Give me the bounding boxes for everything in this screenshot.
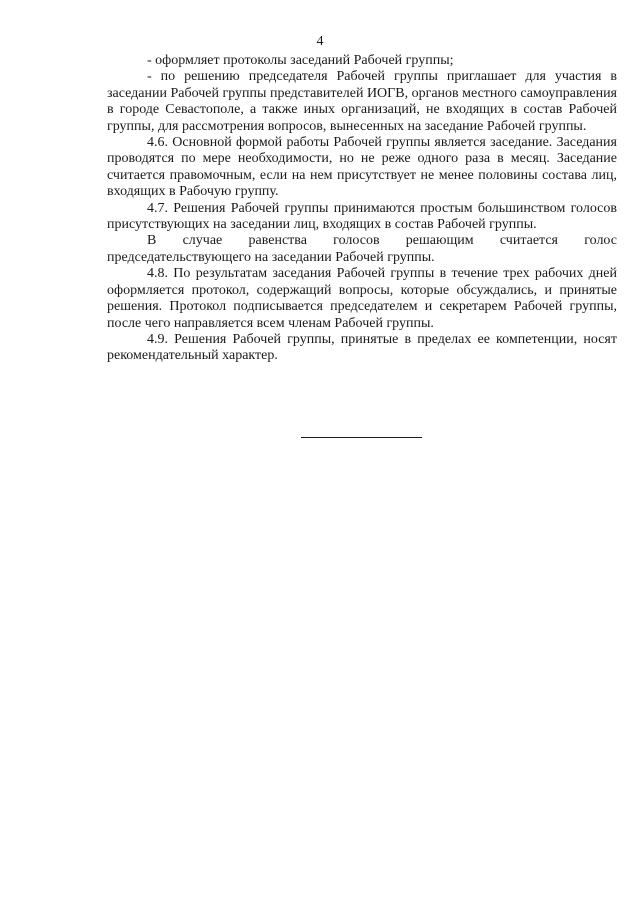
paragraph-protocols: - оформляет протоколы заседаний Рабочей группы; bbox=[147, 53, 454, 68]
end-divider-line bbox=[301, 437, 422, 438]
page-number: 4 bbox=[316, 34, 324, 49]
paragraph-4-8: 4.8. По результатам заседания Рабочей группы в течение трех рабочих дней оформляется протокол, содержащий вопросы, которые обсуждались, и принятые решения. Протокол подписывается председателем и секретарем Рабочей группы, после чего направляется всем членам Рабочей группы. bbox=[107, 266, 617, 331]
paragraph-4-7: 4.7. Решения Рабочей группы принимаются простым большинством голосов присутствующих на заседании лиц, входящих в состав Рабочей группы. bbox=[107, 200, 617, 233]
paragraph-4-9: 4.9. Решения Рабочей группы, принятые в пределах ее компетенции, носят рекомендательный характер. bbox=[107, 331, 617, 364]
document-body bbox=[107, 53, 617, 365]
paragraph-invitations: - по решению председателя Рабочей группы приглашает для участия в заседании Рабочей группы представителей ИОГВ, органов местного самоуправления в городе Севастополе, а также иных организаций, не входящих в состав Рабочей группы, для рассмотрения вопросов, вынесенных на заседание Рабочей группы. bbox=[107, 69, 617, 134]
paragraph-4-6: 4.6. Основной формой работы Рабочей группы является заседание. Заседания проводятся по мере необходимости, но не реже одного раза в месяц. Заседание считается правомочным, если на нем присутствует не менее половины состава лиц, входящих в Рабочую группу. bbox=[107, 135, 617, 200]
paragraph-tie-vote: В случае равенства голосов решающим считается голос председательствующего на заседании Рабочей группы. bbox=[107, 233, 617, 265]
